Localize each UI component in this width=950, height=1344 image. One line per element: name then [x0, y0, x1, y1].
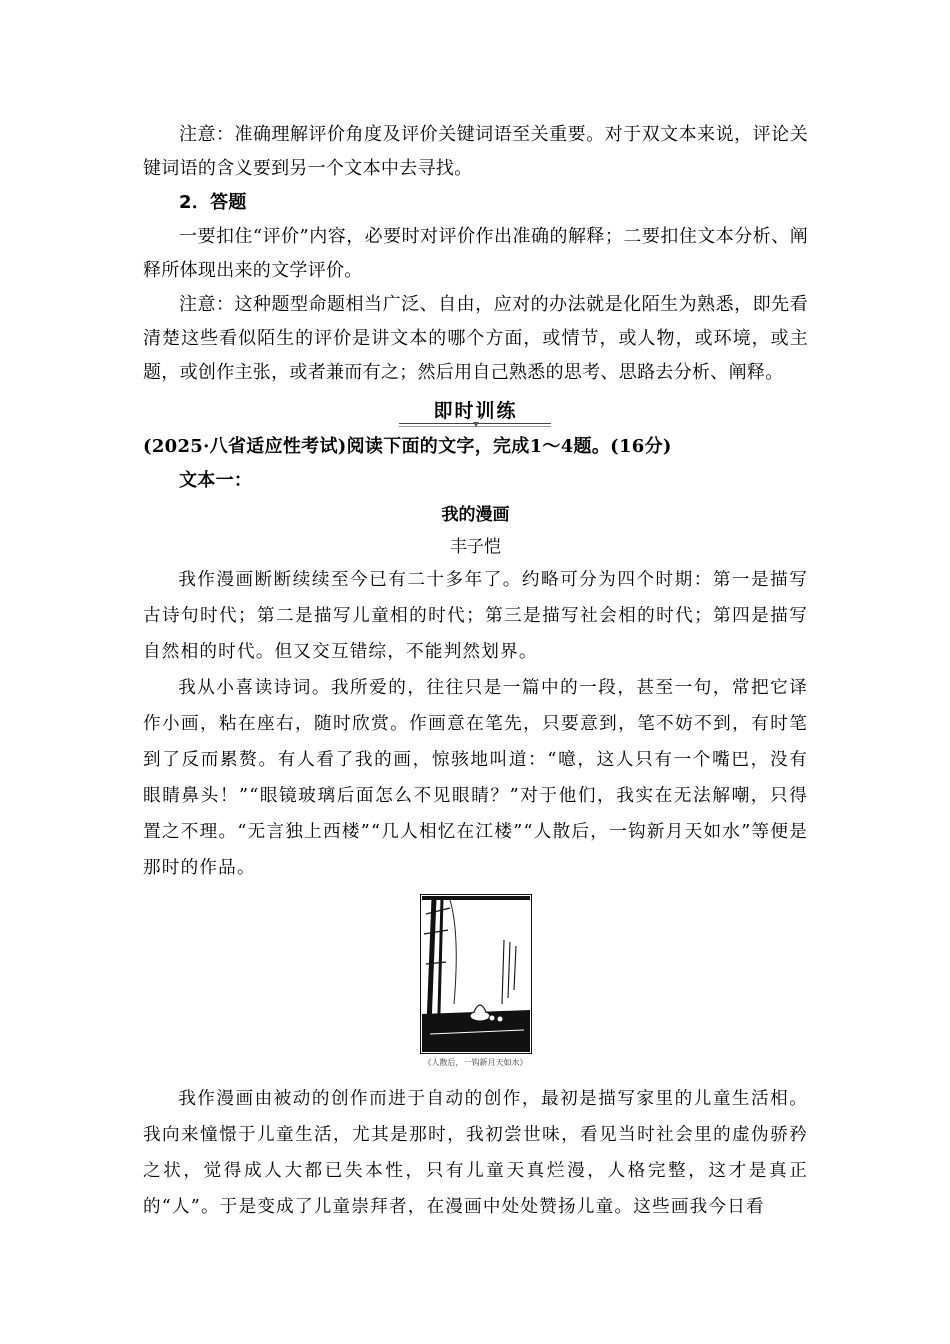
section-banner: [143, 392, 808, 430]
illustration-figure: [416, 894, 536, 1069]
note-paragraph-2: 注意：这种题型命题相当广泛、自由，应对的办法就是化陌生为熟悉，即先看清楚这些看似陌生的评价是讲文本的哪个方面，或情节，或人物，或环境，或主题，或创作主张，或者兼而有之；然后用自己熟悉的思考、思路去分析、阐释。: [143, 294, 808, 383]
note-paragraph-1: 注意：准确理解评价角度及评价关键词语至关重要。对于双文本来说，评论关键词语的含义要到另一个文本中去寻找。: [143, 124, 808, 179]
document-page: [143, 118, 808, 1225]
question-intro: (2025·八省适应性考试)阅读下面的文字，完成1～4题。(16分): [143, 436, 672, 457]
illustration-caption: 《人散后，一钩新月天如水》: [423, 1058, 528, 1067]
text-label: 文本一：: [179, 470, 253, 491]
section-banner-title: 即时训练: [433, 400, 518, 422]
answer-paragraph: 一要扣住“评价”内容，必要时对评价作出准确的解释；二要扣住文本分析、阐释所体现出来的文学评价。: [143, 226, 808, 281]
article-author: 丰子恺: [450, 537, 501, 557]
article-paragraph-3: 我作漫画由被动的创作而进于自动的创作，最初是描写家里的儿童生活相。我向来憧憬于儿童生活，尤其是那时，我初尝世味，看见当时社会里的虚伪骄矜之状，觉得成人大都已失本性，只有儿童天真烂漫，人格完整，这才是真正的“人”。于是变成了儿童崇拜者，在漫画中处处赞扬儿童。这些画我今日看: [143, 1089, 808, 1217]
article-paragraph-2: 我从小喜读诗词。我所爱的，往往只是一篇中的一段，甚至一句，常把它译作小画，粘在座右，随时欣赏。作画意在笔先，只要意到，笔不妨不到，有时笔到了反而累赘。有人看了我的画，惊骇地叫道：“噫，这人只有一个嘴巴，没有眼睛鼻头！”“眼镜玻璃后面怎么不见眼睛？”对于他们，我实在无法解嘲，只得置之不理。“无言独上西楼”“几人相忆在江楼”“人散后，一钩新月天如水”等便是那时的作品。: [143, 678, 808, 878]
illustration-image: [420, 894, 532, 1054]
heading-answering: 2．答题: [179, 192, 247, 213]
banner-marker-icon: [473, 422, 479, 427]
article-title: 我的漫画: [441, 505, 510, 525]
article-paragraph-1: 我作漫画断断续续至今已有二十多年了。约略可分为四个时期：第一是描写古诗句时代；第二是描写儿童相的时代；第三是描写社会相的时代；第四是描写自然相的时代。但又交互错综，不能判然划界。: [143, 570, 808, 662]
